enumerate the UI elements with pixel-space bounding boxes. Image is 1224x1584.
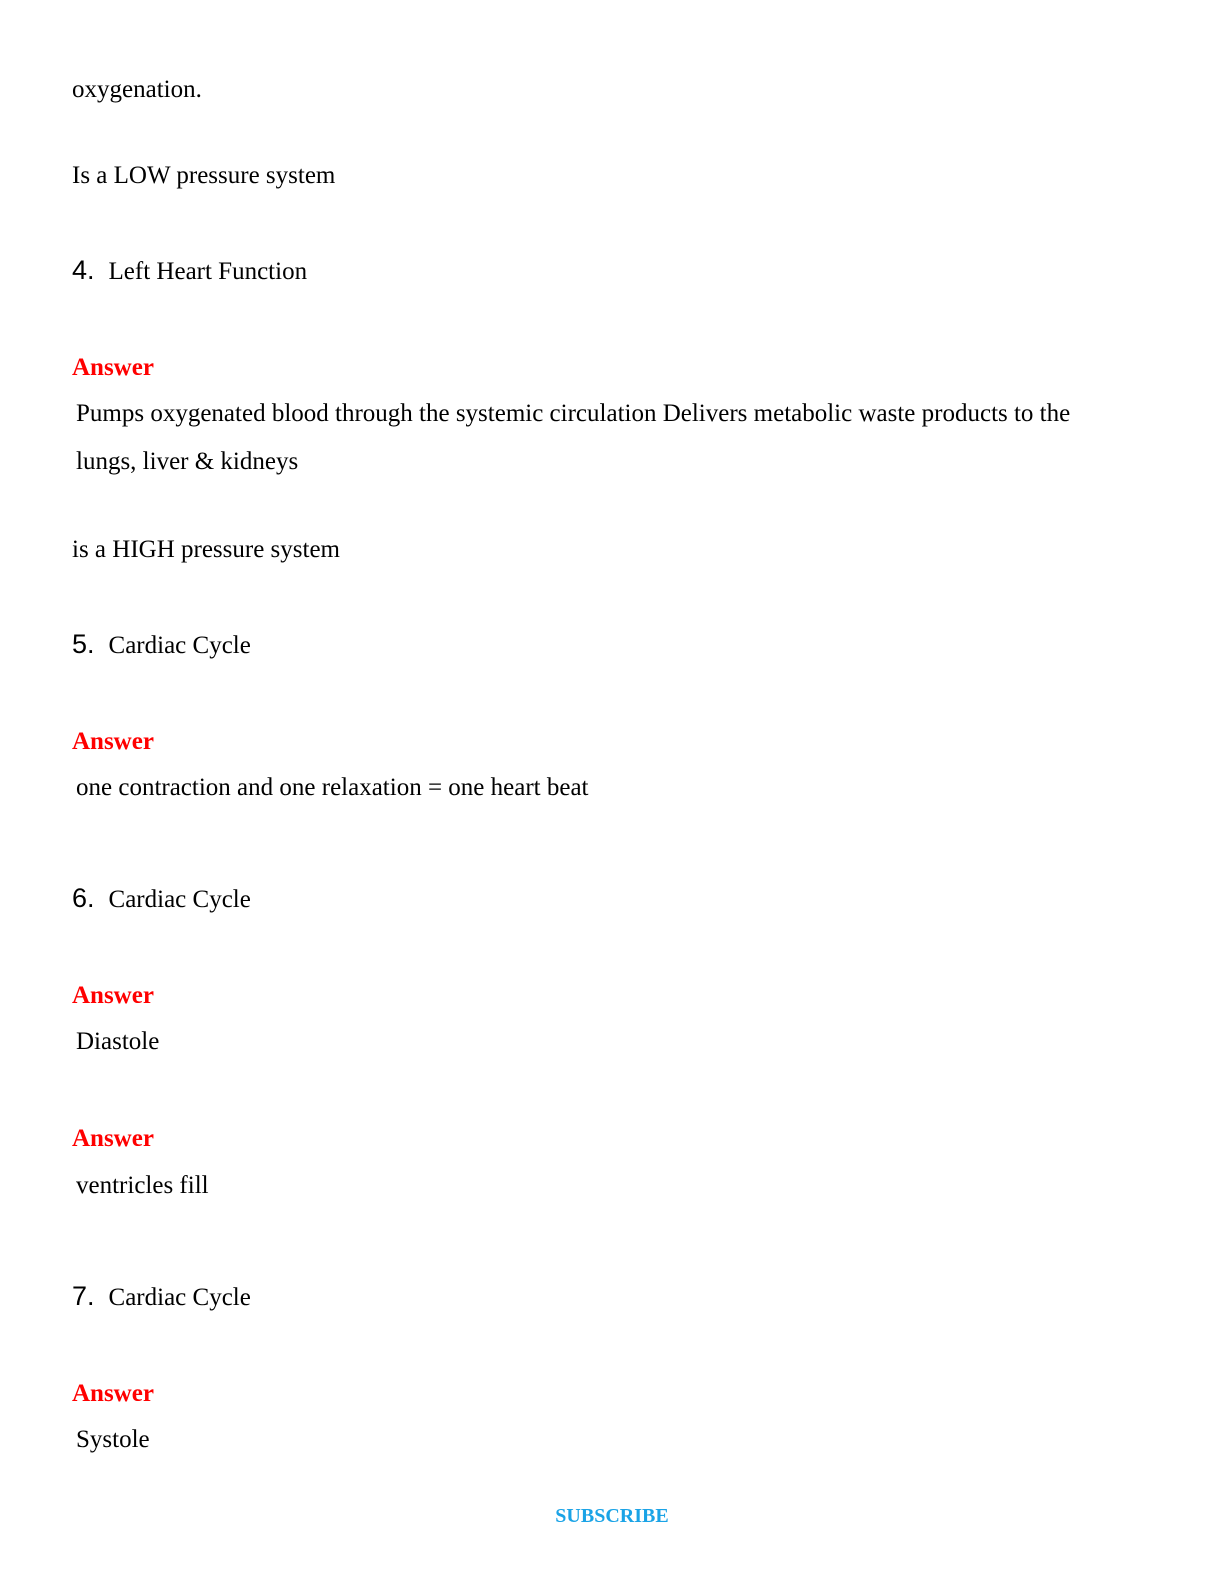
answer-label: Answer — [72, 1125, 154, 1152]
body-text-high-pressure: is a HIGH pressure system — [72, 536, 341, 563]
answer-label: Answer — [72, 354, 154, 381]
answer-text: Systole — [76, 1426, 150, 1453]
question-6-heading — [72, 885, 251, 912]
answer-text: one contraction and one relaxation = one heart beat — [76, 774, 589, 801]
answer-label: Answer — [72, 982, 154, 1009]
question-number: 7. — [72, 1281, 95, 1311]
question-number: 6. — [72, 883, 95, 913]
answer-text: Pumps oxygenated blood through the systemic circulation Delivers metabolic waste products to the lungs, liver & kidneys — [76, 400, 1071, 475]
body-text-low-pressure: Is a LOW pressure system — [72, 162, 336, 189]
question-5-heading — [72, 631, 251, 658]
question-title: Left Heart Function — [108, 258, 308, 285]
subscribe-link[interactable]: SUBSCRIBE — [555, 1505, 669, 1527]
question-title: Cardiac Cycle — [108, 886, 251, 913]
question-title: Cardiac Cycle — [108, 632, 251, 659]
answer-label: Answer — [72, 728, 154, 755]
question-7-heading — [72, 1283, 251, 1310]
question-number: 4. — [72, 255, 95, 285]
answer-text: ventricles fill — [76, 1172, 209, 1199]
answer-text: Diastole — [76, 1028, 160, 1055]
body-text-oxygenation: oxygenation. — [72, 76, 202, 103]
question-4-heading — [72, 257, 307, 284]
answer-label: Answer — [72, 1380, 154, 1407]
question-title: Cardiac Cycle — [108, 1284, 251, 1311]
question-number: 5. — [72, 629, 95, 659]
